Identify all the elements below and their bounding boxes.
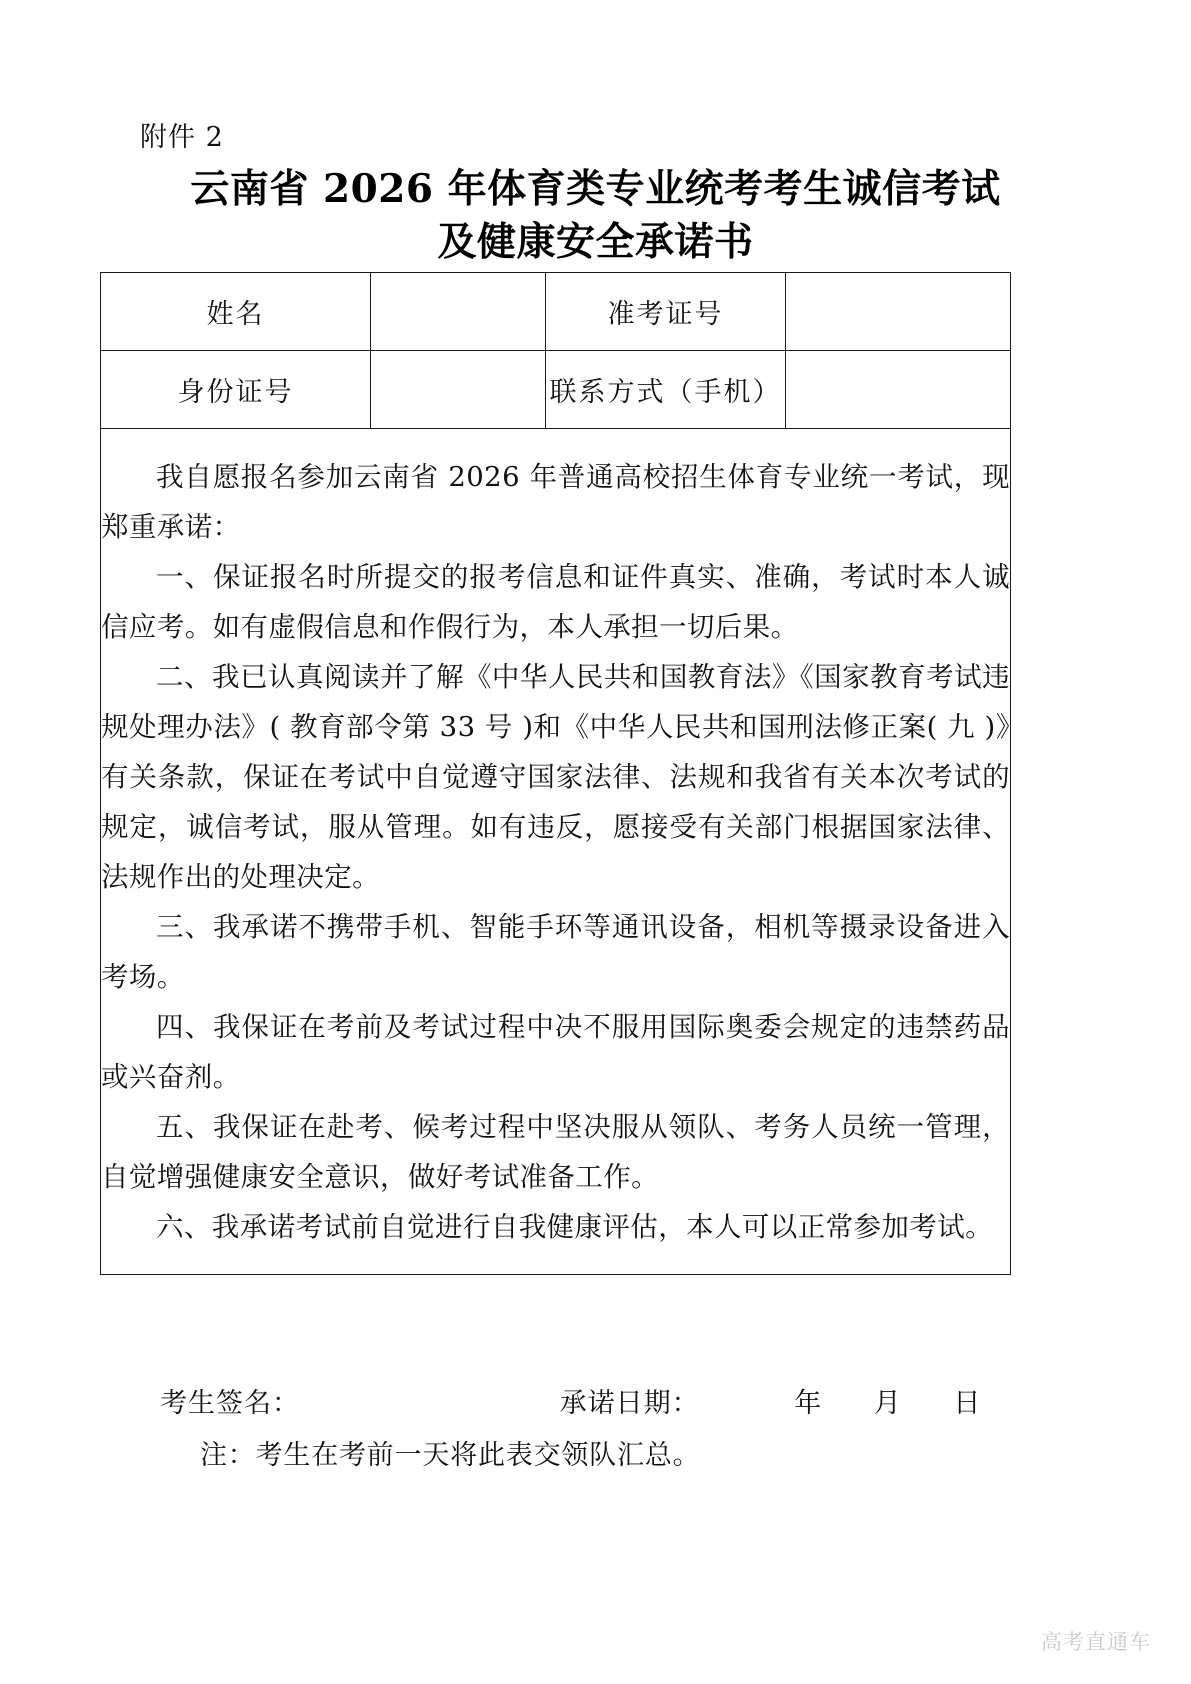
- label-id-number: 身份证号: [101, 351, 371, 429]
- commitment-body-row: [101, 429, 1011, 1275]
- field-contact-phone-value[interactable]: [786, 351, 1011, 429]
- signature-line: [100, 1381, 1100, 1420]
- title-line-2: 及健康安全承诺书: [437, 219, 754, 265]
- table-row: [101, 273, 1011, 351]
- paragraph-item-1: 一、保证报名时所提交的报考信息和证件真实、准确，考试时本人诚信应考。如有虚假信息和作假行为，本人承担一切后果。: [101, 560, 1010, 643]
- year-month-day-label: 年 月 日: [794, 1388, 1003, 1419]
- commitment-text: [101, 452, 1010, 1252]
- label-admission-ticket: 准考证号: [546, 273, 786, 351]
- commitment-body-cell: [101, 429, 1011, 1275]
- paragraph-item-4: 四、我保证在考前及考试过程中决不服用国际奥委会规定的违禁药品或兴奋剂。: [101, 1010, 1010, 1093]
- attachment-label: 附件 2: [140, 122, 224, 153]
- signature-label: 考生签名：: [160, 1388, 300, 1419]
- field-name-value[interactable]: [371, 273, 546, 351]
- candidate-info-table: [100, 272, 1011, 1275]
- field-admission-ticket-value[interactable]: [786, 273, 1011, 351]
- paragraph-intro: 我自愿报名参加云南省 2026 年普通高校招生体育专业统一考试，现郑重承诺：: [101, 460, 1010, 543]
- paragraph-item-3: 三、我承诺不携带手机、智能手环等通讯设备，相机等摄录设备进入考场。: [101, 910, 1010, 993]
- watermark: 高考直通车: [1041, 1630, 1151, 1654]
- note-text: 注：考生在考前一天将此表交领队汇总。: [200, 1440, 701, 1471]
- paragraph-item-2: 二、我已认真阅读并了解《中华人民共和国教育法》《国家教育考试违规处理办法》( 教育部令第 33 号 )和《中华人民共和国刑法修正案( 九 )》有关条款，保证在考试中自觉遵守国家法律、法规和我省有关本次考试的规定，诚信考试，服从管理。如有违反，愿接受有关部门根据国家法律、法规作出的处理决定。: [101, 660, 1010, 893]
- footer-note: [100, 1433, 1100, 1472]
- table-row: [101, 351, 1011, 429]
- title-line-1: 云南省 2026 年体育类专业统考考生诚信考试: [190, 166, 1001, 212]
- paragraph-item-6: 六、我承诺考试前自觉进行自我健康评估，本人可以正常参加考试。: [156, 1210, 993, 1243]
- label-name: 姓名: [101, 273, 371, 351]
- paragraph-item-5: 五、我保证在赴考、候考过程中坚决服从领队、考务人员统一管理，自觉增强健康安全意识，做好考试准备工作。: [101, 1110, 1010, 1193]
- commitment-date-label: 承诺日期：: [559, 1388, 700, 1419]
- page-title: [100, 163, 1091, 269]
- field-id-number-value[interactable]: [371, 351, 546, 429]
- label-contact-phone: 联系方式（手机）: [546, 351, 786, 429]
